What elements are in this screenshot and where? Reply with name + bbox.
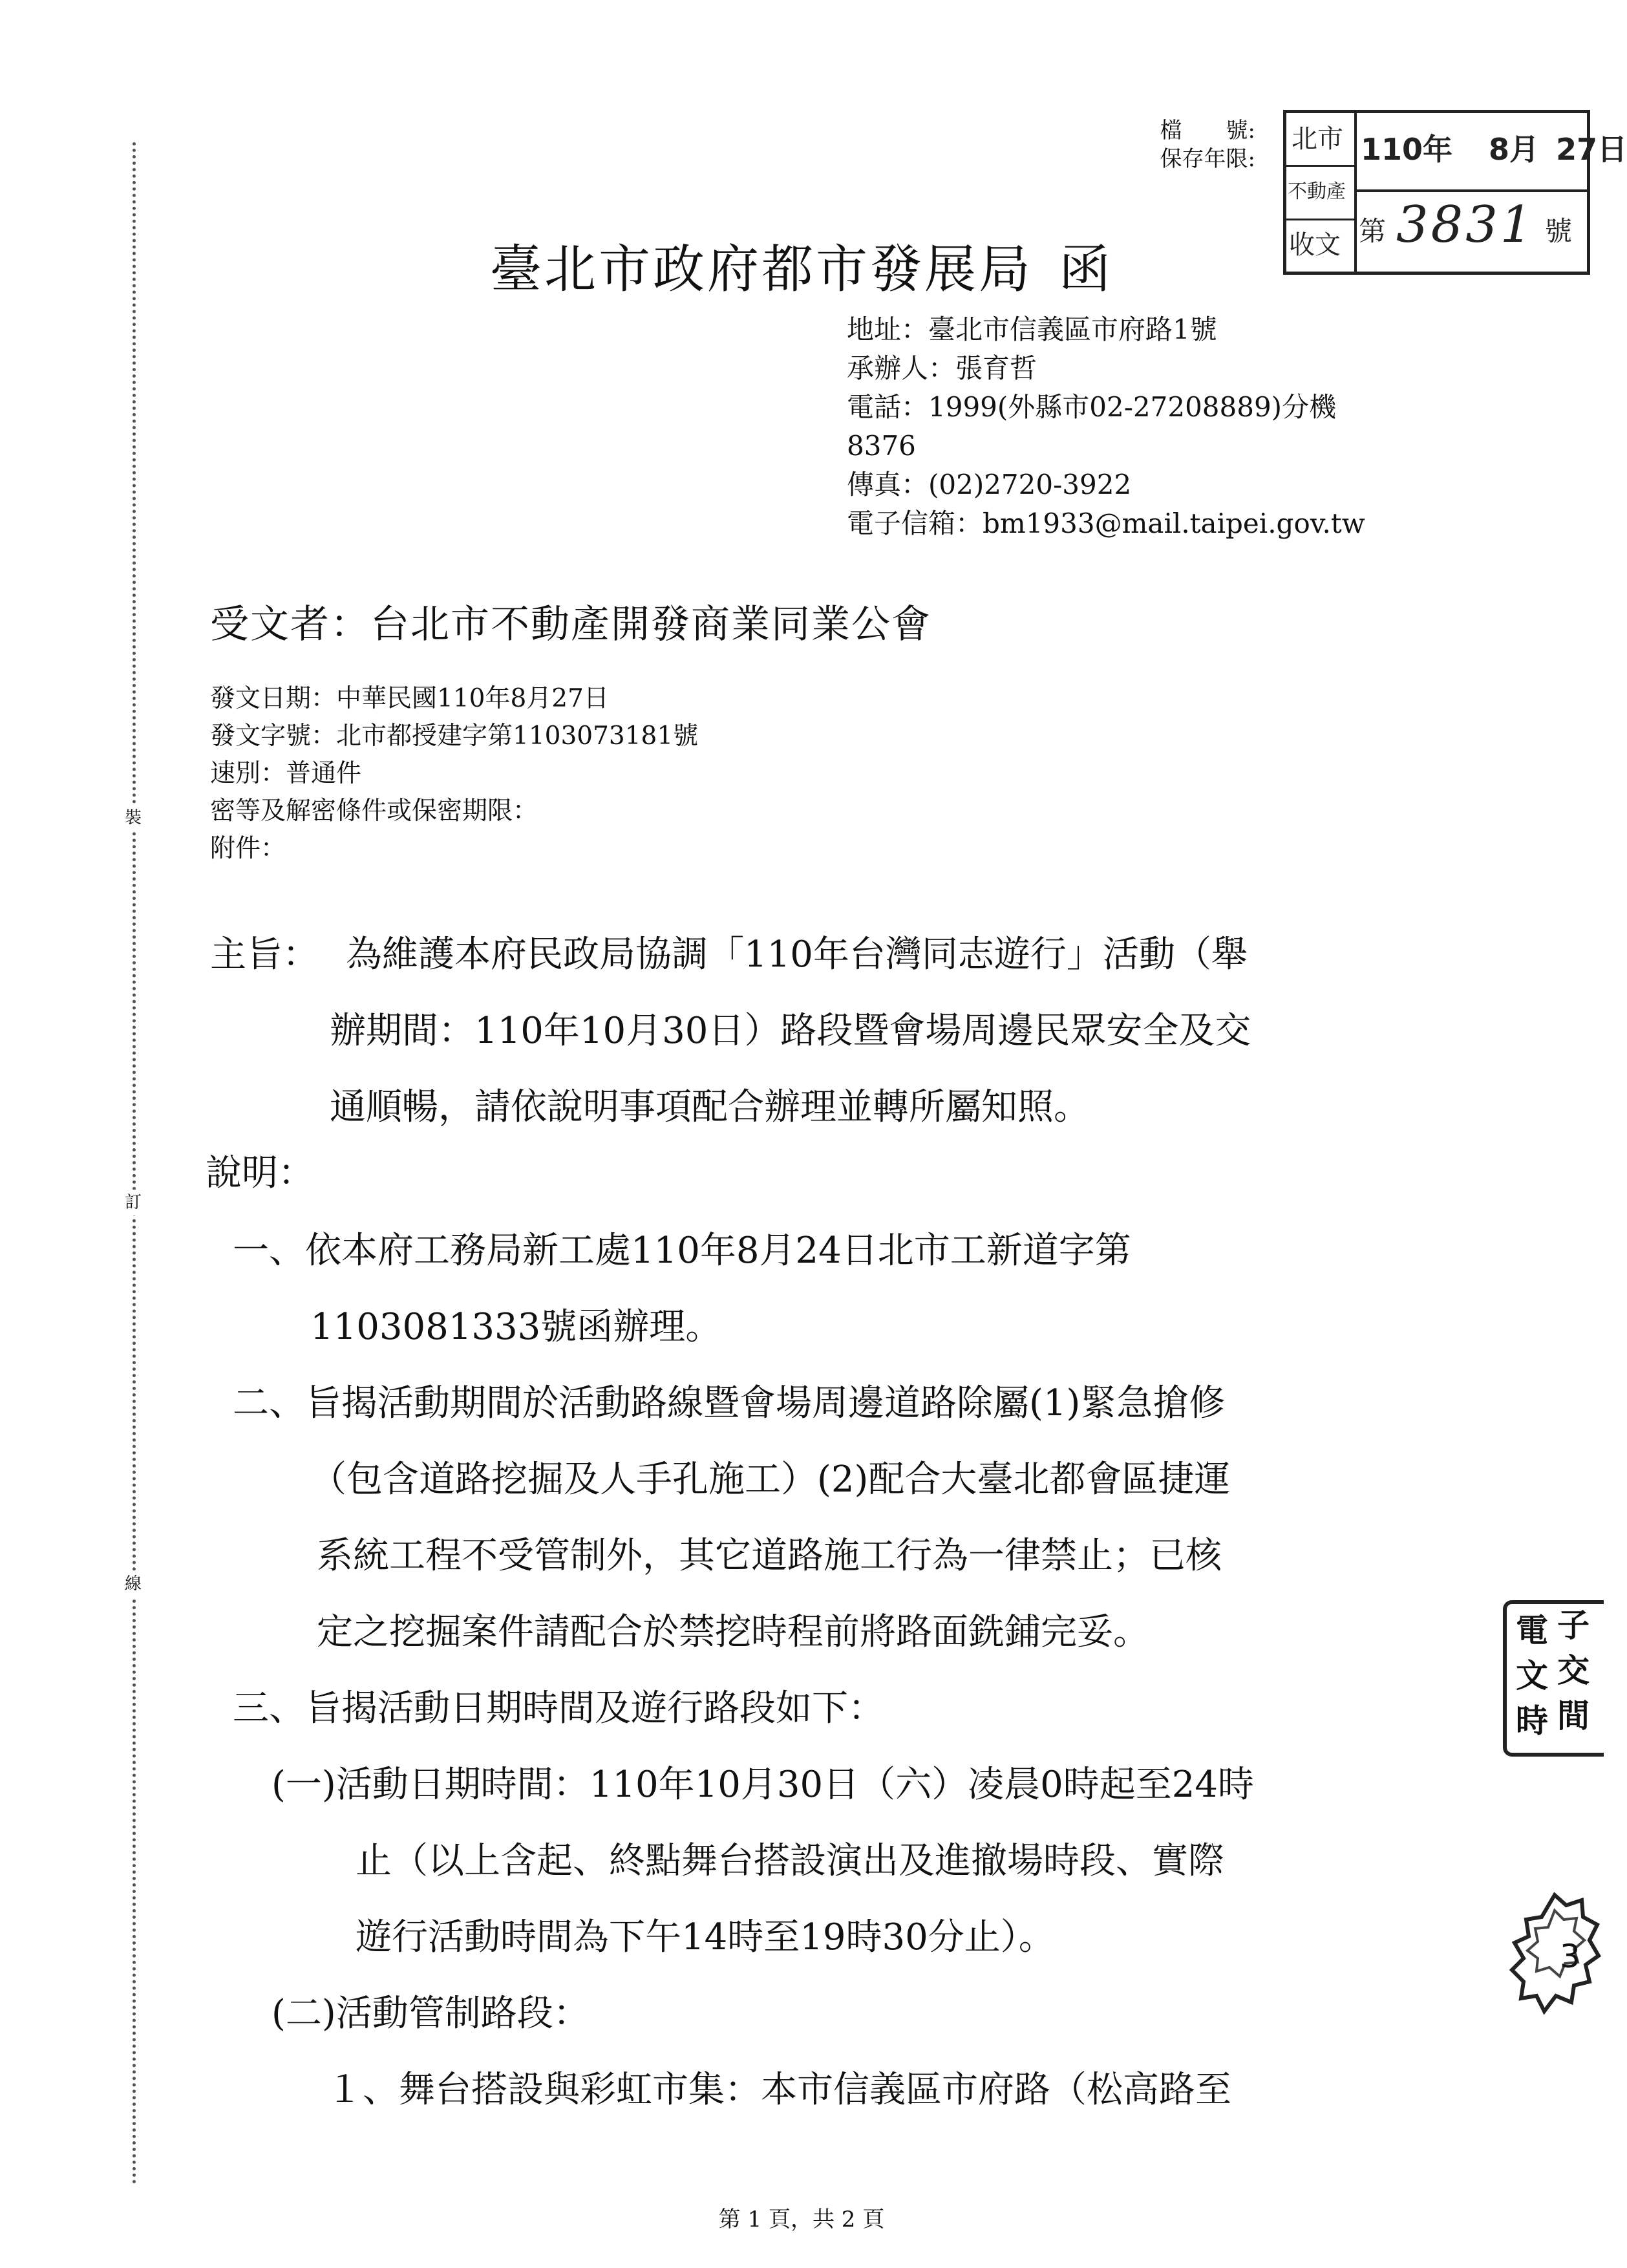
- attachment: 附件：: [210, 834, 286, 863]
- document-meta: [210, 680, 698, 868]
- seal-icon: [1509, 1891, 1600, 2027]
- document-title: [0, 228, 1603, 302]
- issue-date: 發文日期：中華民國110年8月27日: [210, 684, 609, 713]
- stamp-org-top: 北市: [1292, 124, 1343, 154]
- document-type: 函: [1059, 239, 1113, 299]
- explanation-item-1-line-1: 一、依本府工務局新工處110年8月24日北市工新道字第: [233, 1230, 1131, 1272]
- binding-mark-zhuang: 裝: [120, 805, 146, 831]
- explanation-sub-2-item-1: １、舞台搭設與彩虹市集：本市信義區市府路（松高路至: [326, 2069, 1231, 2111]
- contact-handler: 承辦人：張育哲: [847, 352, 1037, 384]
- explanation-item-1-line-2: 1103081333號函辦理。: [310, 1306, 722, 1348]
- contact-block: [847, 310, 1365, 543]
- side-stamp-char-6: 間: [1557, 1697, 1590, 1735]
- agency-name: 臺北市政府都市發展局: [490, 239, 1033, 299]
- side-stamp-char-3: 文: [1516, 1657, 1548, 1695]
- subject-label: 主旨：: [210, 934, 319, 976]
- stamp-month: 8月: [1489, 132, 1540, 167]
- explanation-sub-1-line-3: 遊行活動時間為下午14時至19時30分止）。: [356, 1916, 1055, 1958]
- page-footer: 第 1 頁，共 2 頁: [718, 2207, 885, 2232]
- side-stamp-char-1: 電: [1516, 1612, 1548, 1649]
- contact-phone: 電話：1999(外縣市02-27208889)分機: [847, 391, 1337, 423]
- subject-line-1: 為維護本府民政局協調「110年台灣同志遊行」活動（舉: [346, 934, 1248, 976]
- side-stamp-char-2: 子: [1557, 1607, 1590, 1644]
- contact-phone-extension: 8376: [847, 430, 916, 462]
- file-number-label: 檔 號:: [1160, 118, 1255, 144]
- stamp-day: 27日: [1556, 132, 1627, 167]
- delivery-speed: 速別：普通件: [210, 759, 362, 788]
- stamp-date: [1361, 126, 1627, 169]
- file-labels: [1139, 116, 1255, 173]
- retention-period-label: 保存年限:: [1160, 146, 1255, 172]
- explanation-label: 說明：: [206, 1152, 314, 1194]
- explanation-item-2-line-1: 二、旨揭活動期間於活動路線暨會場周邊道路除屬(1)緊急搶修: [233, 1382, 1226, 1424]
- contact-address: 地址：臺北市信義區市府路1號: [847, 314, 1217, 345]
- stamp-org-bottom: 收文: [1289, 230, 1341, 260]
- contact-email: 電子信箱：bm1933@mail.taipei.gov.tw: [847, 508, 1365, 539]
- stamp-org-mid: 不動產: [1288, 180, 1346, 203]
- secrecy-level: 密等及解密條件或保密期限：: [210, 797, 538, 826]
- document-number: 發文字號：北市都授建字第1103073181號: [210, 722, 699, 751]
- explanation-item-2-line-4: 定之挖掘案件請配合於禁挖時程前將路面銑鋪完妥。: [317, 1611, 1149, 1653]
- stamp-no-prefix: 第: [1359, 215, 1387, 247]
- contact-fax: 傳真：(02)2720-3922: [847, 469, 1132, 500]
- subject-line-3: 通順暢，請依說明事項配合辦理並轉所屬知照。: [330, 1086, 1090, 1128]
- stamp-no-suffix: 號: [1545, 215, 1573, 247]
- side-stamp-char-5: 時: [1516, 1702, 1548, 1740]
- electronic-document-stamp: [1503, 1600, 1604, 1757]
- explanation-sub-2-line-1: (二)活動管制路段：: [271, 1993, 590, 2035]
- stamp-year: 110年: [1361, 132, 1453, 167]
- subject-line-2: 辦期間：110年10月30日）路段暨會場周邊民眾安全及交: [330, 1010, 1251, 1052]
- binding-mark-xian: 線: [120, 1571, 146, 1597]
- explanation-item-2-line-3: 系統工程不受管制外，其它道路施工行為一律禁止；已核: [317, 1535, 1222, 1577]
- explanation-item-2-line-2: （包含道路挖掘及人手孔施工）(2)配合大臺北都會區捷運: [310, 1459, 1231, 1501]
- recipient: 受文者：台北市不動產開發商業同業公會: [210, 602, 931, 647]
- explanation-item-3-line-1: 三、旨揭活動日期時間及遊行路段如下：: [233, 1687, 884, 1729]
- side-stamp-char-4: 交: [1557, 1652, 1590, 1689]
- seal-number: 3: [1560, 1938, 1580, 1975]
- binding-margin-dotted-line: [133, 142, 136, 2185]
- binding-mark-ding: 訂: [120, 1190, 146, 1215]
- edge-seal: [1509, 1891, 1600, 2027]
- explanation-sub-1-line-1: (一)活動日期時間：110年10月30日（六）凌晨0時起至24時: [271, 1764, 1254, 1806]
- explanation-sub-1-line-2: 止（以上含起、終點舞台搭設演出及進撤場時段、實際: [356, 1840, 1224, 1882]
- stamp-handwritten-number: 3831: [1396, 196, 1535, 254]
